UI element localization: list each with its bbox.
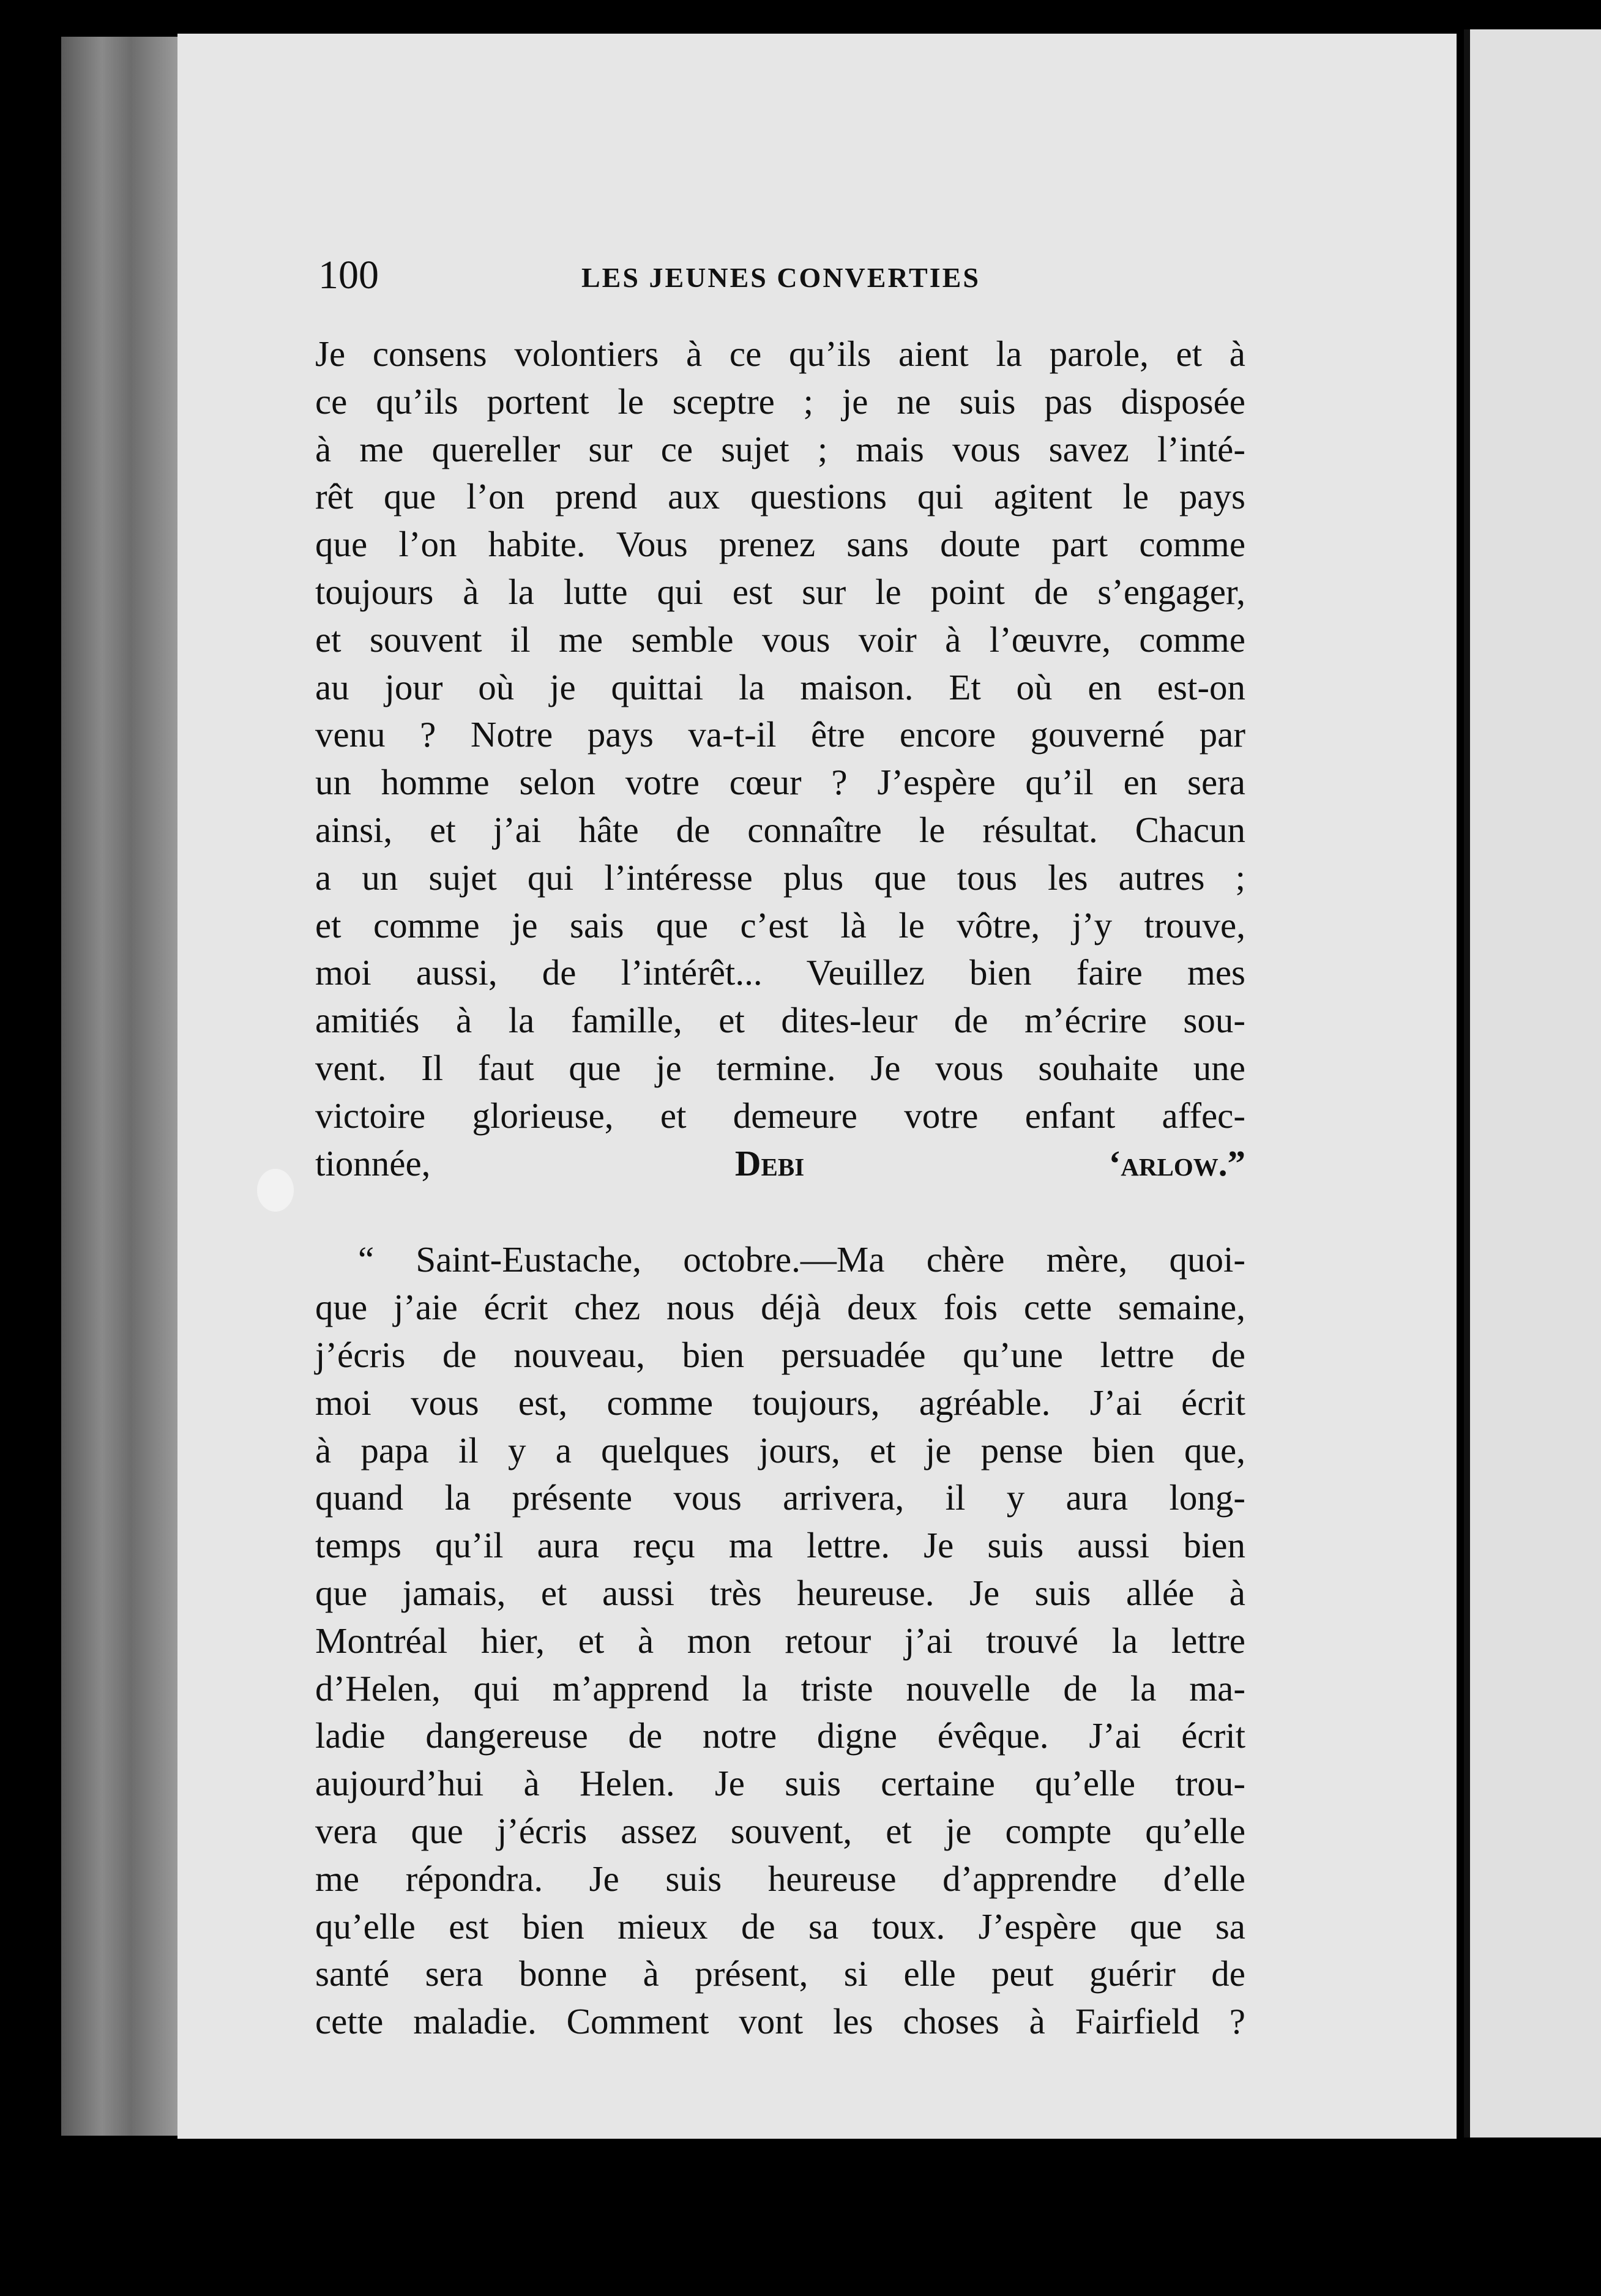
text-line: a un sujet qui l’intéresse plus que tous les autres ; <box>315 857 1245 898</box>
letter-paragraph-1 <box>315 330 1245 1187</box>
text-line: quand la présente vous arrivera, il y aura long- <box>315 1477 1245 1518</box>
page-header <box>318 251 1236 300</box>
text-line: rêt que l’on prend aux questions qui agitent le pays <box>315 476 1245 517</box>
book-page-edge <box>61 37 177 2136</box>
text-line: que jamais, et aussi très heureuse. Je suis allée à <box>315 1572 1245 1613</box>
text-line: à me quereller sur ce sujet ; mais vous savez l’inté- <box>315 428 1245 469</box>
paragraph-gap <box>315 1187 1245 1236</box>
text-line: cette maladie. Comment vont les choses à Fairfield ? <box>315 2001 1245 2042</box>
page-number: 100 <box>318 253 379 297</box>
page-body <box>315 330 1245 2046</box>
text-line: et souvent il me semble vous voir à l’œuvre, comme <box>315 619 1245 660</box>
text-line: moi vous est, comme toujours, agréable. J’ai écrit <box>315 1382 1245 1423</box>
text-line: toujours à la lutte qui est sur le point de s’engager, <box>315 571 1245 612</box>
text-line: aujourd’hui à Helen. Je suis certaine qu’elle trou- <box>315 1763 1245 1804</box>
facing-page-edge <box>1464 29 1601 2138</box>
text-line: victoire glorieuse, et demeure votre enfant affec- <box>315 1095 1245 1136</box>
running-title: LES JEUNES CONVERTIES <box>581 262 980 293</box>
paper-blemish <box>257 1169 294 1212</box>
text-line: vent. Il faut que je termine. Je vous souhaite une <box>315 1047 1245 1088</box>
closing-word: tionnée, <box>315 1142 431 1183</box>
text-line: que l’on habite. Vous prenez sans doute part comme <box>315 524 1245 565</box>
text-line: “ Saint-Eustache, octobre.—Ma chère mère, quoi- <box>358 1239 1245 1280</box>
text-line: vera que j’écris assez souvent, et je compte qu’elle <box>315 1810 1245 1851</box>
text-line: Je consens volontiers à ce qu’ils aient la parole, et à <box>315 334 1245 374</box>
text-line: ladie dangereuse de notre digne évêque. J’ai écrit <box>315 1715 1245 1756</box>
text-line: Montréal hier, et à mon retour j’ai trouvé la lettre <box>315 1620 1245 1661</box>
letter-signature: Debi ‘arlow.” <box>734 1142 1245 1183</box>
text-line: j’écris de nouveau, bien persuadée qu’une lettre de <box>315 1334 1245 1375</box>
text-line: au jour où je quittai la maison. Et où en est-on <box>315 666 1245 707</box>
text-line: moi aussi, de l’intérêt... Veuillez bien faire mes <box>315 952 1245 993</box>
text-line: un homme selon votre cœur ? J’espère qu’il en sera <box>315 762 1245 803</box>
text-line: et comme je sais que c’est là le vôtre, j’y trouve, <box>315 904 1245 945</box>
text-line: amitiés à la famille, et dites-leur de m’écrire sou- <box>315 1000 1245 1041</box>
text-line: ainsi, et j’ai hâte de connaître le résultat. Chacun <box>315 809 1245 850</box>
text-line: à papa il y a quelques jours, et je pense bien que, <box>315 1429 1245 1470</box>
text-line: qu’elle est bien mieux de sa toux. J’espère que sa <box>315 1906 1245 1947</box>
letter-paragraph-2 <box>315 1236 1245 2046</box>
text-line: santé sera bonne à présent, si elle peut guérir de <box>315 1953 1245 1994</box>
scan-background <box>0 0 61 2296</box>
closing-line <box>315 1140 1245 1188</box>
text-line: me répondra. Je suis heureuse d’apprendre d’elle <box>315 1858 1245 1899</box>
text-line: ce qu’ils portent le sceptre ; je ne suis pas disposée <box>315 381 1245 422</box>
text-line: que j’aie écrit chez nous déjà deux fois cette semaine, <box>315 1287 1245 1328</box>
text-line: venu ? Notre pays va-t-il être encore gouverné par <box>315 714 1245 755</box>
text-line: temps qu’il aura reçu ma lettre. Je suis aussi bien <box>315 1525 1245 1566</box>
text-line: d’Helen, qui m’apprend la triste nouvelle de la ma- <box>315 1668 1245 1709</box>
